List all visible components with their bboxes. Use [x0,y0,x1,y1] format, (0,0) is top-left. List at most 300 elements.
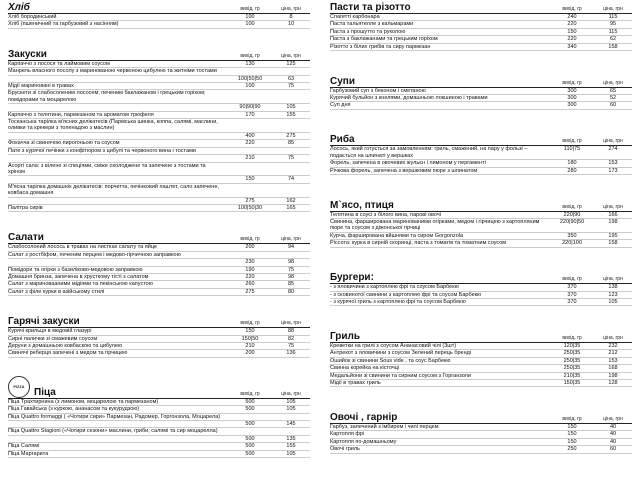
item-name: - з курячої гриль з картоплею фрі та соусом Барбекю [330,298,466,305]
item-weight [228,148,272,154]
item-price: 128 [608,379,618,386]
menu-item-row [8,140,310,147]
item-weight: 275 [245,197,255,204]
item-price: 212 [608,350,618,357]
section-title [330,2,550,13]
item-name: Асорті сала: з вілене зі спеціями, свіже охолоджене та запечене з тостами та хріном [8,162,206,175]
menu-item-row [8,184,310,198]
section-title-text: Риба [330,134,355,146]
item-name: Курячі крильця в медовій глазурі [8,328,92,335]
item-price [272,163,310,176]
section-title [8,232,228,243]
item-price: 85 [287,281,295,288]
item-name: Телятина в соусі з білого вина, парові овочі [330,211,441,218]
item-name [8,104,228,110]
menu-item-row [330,424,632,431]
item-price: 166 [608,211,618,218]
menu-item-row [8,328,310,335]
item-price: 98 [287,259,295,266]
menu-section [8,230,310,296]
item-name: Карпаччо з телятини, пармезаном та ароматом трюфеля [8,111,154,118]
menu-item-row [330,21,632,28]
item-name: Медальйони зі свинини та сирним соусом з Горганзоли [330,372,471,379]
item-name: Картопля по-домашньому [330,438,397,445]
item-price: 155 [286,111,296,118]
item-name: - з яловичини з картоплею фрі та соусом Барбекю [330,284,459,291]
menu-item-row [330,219,632,233]
item-price: 125 [286,60,296,67]
item-weight: 210 [245,343,255,349]
item-weight: 100 [245,14,255,20]
price-column-header: ціна, грн [603,6,623,12]
item-price: 165 [286,204,296,211]
section-header [8,0,310,14]
item-weight: 150 [245,176,255,183]
item-weight: 400 [245,132,255,139]
menu-item-row [8,104,310,111]
item-price: 232 [608,342,618,349]
item-weight: 300 [567,95,577,101]
item-name [8,198,228,204]
menu-item-row [8,259,310,266]
menu-item-row [8,350,310,357]
menu-section [8,314,310,358]
section-header [330,74,632,88]
item-name: Креветки на грилі з соусом Ананасовий чілі (3шт) [330,342,457,349]
section-title [8,376,228,398]
menu-item-row [330,284,632,291]
menu-item-row [8,267,310,274]
item-weight: 150 [567,423,577,430]
menu-item-row [8,414,310,421]
item-weight: 250 [567,446,577,453]
section-title [330,200,550,211]
item-weight: 200 [245,350,255,357]
item-name: Спагетті карбонара [330,14,380,20]
weight-column-header: вихід, гр [562,79,582,86]
weight-column-header: вихід, гр [562,138,582,145]
menu-item-row [8,76,310,83]
item-name: Мідії в травах гриль [330,379,381,386]
item-name: Манрель власного посолу з маринованою червоною цибулею та житніми тостами [8,68,217,75]
left-column [8,0,310,476]
item-name: Річкова форель, запечена з вершковим пюре з шпинатом [330,167,478,174]
menu-item-row [330,160,632,167]
menu-section [330,132,632,175]
item-name: Фокачча зі свинячою пирогоньою та соусом [8,140,120,147]
weight-column-header: вихід, гр [562,334,582,341]
item-weight: 250|35 [563,357,581,364]
item-name: Тосканська тарілка м'ясних делікатесів (Пармська шинка, коппа, салямі, маслини, оливки та крекери з топенадою з маслин) [8,119,218,132]
item-weight: 240 [567,14,577,20]
item-weight: 260 [245,281,255,288]
item-weight: 150 [567,431,577,438]
item-name: Карпаччо з лосося та лаймовим соусом [8,60,110,67]
item-price: 155 [286,443,296,450]
item-name: Піца Салямі [8,443,40,450]
menu-section [330,74,632,110]
item-price [272,148,310,154]
menu-item-row [8,428,310,435]
item-name: Форель, запечена в овочевих жульєн і лимоном у пергаменті [330,160,486,167]
item-weight: 210 [245,155,255,162]
item-price: 158 [608,43,618,50]
menu-section [8,376,310,458]
menu-item-row [8,281,310,288]
weight-column-header: вихід, гр [562,203,582,210]
menu-item-row [8,21,310,28]
item-weight: 220|90 [563,211,581,218]
item-price: 98 [287,273,295,280]
item-weight [228,414,272,420]
section-header [330,198,632,212]
menu-item-row [8,205,310,212]
item-weight: 220 [245,140,255,147]
item-name: Гарбуз, запечений з імбирем і чилі перцем [330,423,439,430]
menu-item-row [330,380,632,387]
item-weight: 500 [245,421,255,428]
menu-item-row [8,451,310,458]
menu-item-row [8,119,310,133]
section-header [330,270,632,284]
item-price: 40 [609,438,617,445]
section-header [8,314,310,328]
menu-item-row [8,148,310,155]
right-column [330,0,632,476]
item-price: 198 [608,372,618,379]
item-weight: 150|35 [563,379,581,386]
menu-section [330,410,632,454]
item-name: Ошийок зі свинини Sous vide , та соус Барбекю [330,357,451,364]
menu-item-row [330,29,632,36]
item-weight: 100 [245,21,255,28]
item-weight: 370 [567,298,577,305]
item-name: Пате з курячої печінки з конфітюром з цибулі та червоного вина і тостами [8,147,196,154]
item-name: Піца Quattro formaggi ( «Чотири сири» Пармезан, Радомер, Горгонзола, Моцарела) [8,413,221,420]
menu-item-row [330,446,632,453]
item-weight: 150 [567,438,577,445]
item-name: Картопля фрі [330,431,365,438]
item-name: - з сковинотої свинини з картоплею фрі та соусом Барбекю [330,291,482,298]
item-price [272,90,310,103]
item-price: 138 [608,284,618,291]
menu-item-row [330,212,632,219]
item-price: 173 [608,167,618,174]
item-weight: 300 [567,102,577,109]
item-price: 135 [286,435,296,442]
item-price: 105 [286,104,296,111]
item-price: 75 [287,155,295,162]
menu-item-row [8,443,310,450]
item-price [272,68,310,74]
item-weight: 350 [567,232,577,239]
price-column-header: ціна, грн [603,79,623,86]
item-weight [228,119,272,132]
item-weight [228,428,272,434]
item-weight: 170 [245,111,255,118]
item-name: Суп дня [330,102,351,109]
item-name: Свинина, фарширована маринованими огірками, медом і гірчицею з картопляним пюре та соусом з діжонської гірчиці [330,218,540,232]
menu-item-row [8,61,310,68]
menu-item-row [330,431,632,438]
item-name: Курча, фарширована вйшнями та сиром Gorgonzola [330,232,464,239]
menu-item-row [8,244,310,251]
item-price [272,184,310,197]
section-header [8,47,310,61]
section-header [330,132,632,146]
section-header [330,329,632,343]
item-name: Сирні палички зі смажевим соусом [8,335,98,342]
menu-item-row [330,439,632,446]
item-name [8,133,228,139]
menu-item-row [330,88,632,95]
price-column-header: ціна, грн [281,52,301,59]
item-weight: 200 [245,244,255,251]
item-name: Салат з ростбіфом, печеним перцем і медово-гірчичною заправкою [8,251,181,258]
menu-item-row [330,373,632,380]
item-weight: 280 [567,167,577,174]
price-column-header: ціна, грн [281,320,301,327]
item-weight: 190 [245,266,255,273]
item-price: 52 [609,95,617,101]
weight-column-header: вихід, гр [562,6,582,12]
item-name [8,421,228,427]
item-weight: 220|100 [562,240,582,247]
item-name: Піца Трахтирнина (з лимоном, моцарелою та пармезаном) [8,398,159,405]
item-weight: 100|50|30 [237,204,263,211]
item-weight: 150 [245,328,255,335]
item-weight [228,184,272,197]
item-price: 94 [287,244,295,251]
section-title [8,2,228,13]
item-weight: 220 [567,21,577,28]
item-name: Помідори та огірки з базиліково-медовою заправкою [8,266,143,273]
price-column-header: ціна, грн [603,415,623,422]
item-price: 82 [287,335,295,342]
item-price: 153 [608,357,618,364]
item-weight: 100|50|50 [237,75,263,82]
item-name [8,176,228,182]
item-price: 105 [286,398,296,405]
weight-column-header: вихід, гр [240,6,260,12]
item-price: 40 [609,423,617,430]
item-weight: 220 [245,273,255,280]
section-title-text: Бургери: [330,272,374,284]
menu-item-row [8,198,310,205]
item-name [8,76,228,82]
item-name: Свинна корейка на кісточці [330,365,400,372]
menu-section [330,329,632,387]
menu-item-row [8,112,310,119]
item-name: Хліб бородинський [8,14,57,20]
menu-item-row [330,299,632,306]
menu-section [8,47,310,213]
item-name: Салат з філе курки в азійському стилі [8,288,105,295]
section-title-text: Хліб [8,2,30,13]
item-name: Салат з мариновааними мідіями та пекінською капустою [8,281,153,288]
section-title-text: Супи [330,75,355,87]
item-price: 62 [609,36,617,43]
weight-column-header: вихід, гр [240,390,260,397]
item-name: Мідії мариновані в травах [8,83,74,90]
menu-section [330,198,632,248]
item-name: Антрекот з яловичини з соусом Зелений перець бренді [330,350,472,357]
menu-item-row [330,14,632,21]
section-header [330,0,632,14]
item-price: 65 [609,87,617,94]
section-title [330,272,550,283]
item-price: 63 [287,75,295,82]
menu-item-row [8,68,310,75]
item-price: 162 [286,197,296,204]
menu-item-row [330,44,632,51]
menu-item-row [330,365,632,372]
menu-item-row [8,289,310,296]
section-title [330,76,550,87]
item-name: Палітра сирів [8,204,43,211]
item-weight: 100 [245,83,255,90]
item-price: 195 [608,232,618,239]
item-price: 136 [286,350,296,357]
item-price [272,428,310,434]
item-weight: 150 [567,28,577,35]
item-weight: 90|90|90 [239,104,261,111]
item-price: 80 [287,288,295,295]
section-header [8,230,310,244]
item-name: Паста з прошутто та руколою [330,28,406,35]
item-weight: 500 [245,450,255,457]
section-title [330,412,550,423]
item-price [272,414,310,420]
section-title-text: Гарячі закуски [8,316,80,328]
item-weight [228,90,272,103]
item-price: 123 [608,291,618,298]
menu-item-row [8,252,310,259]
item-weight: 220|90|50 [559,218,585,225]
item-price: 40 [609,431,617,438]
item-price: 105 [608,298,618,305]
menu-item-row [8,336,310,343]
section-title-text: Закуски [8,48,47,60]
item-weight: 230 [245,259,255,266]
item-price [272,119,310,132]
item-name: Курячий бульйон з кнелями, домашньою локшиною і травами [330,95,488,101]
menu-item-row [330,146,632,160]
price-column-header: ціна, грн [603,276,623,283]
item-name: Овочі гриль [330,446,360,453]
menu-item-row [330,240,632,247]
weight-column-header: вихід, гр [562,415,582,422]
menu-section [8,0,310,29]
item-weight: 250|35 [563,365,581,372]
item-weight: 370 [567,291,577,298]
item-price: 74 [287,176,295,183]
item-price: 75 [287,343,295,349]
section-title-text: Гриль [330,330,361,342]
item-price: 158 [608,240,618,247]
item-name: Піца Quattro Stagioni («Чотири сезони» маслини, гриби, салямі та сир моцарелла) [8,428,218,435]
item-name: Слабосолоний лосось в травах на листках салату та яйце [8,244,157,251]
menu-section [330,0,632,51]
item-price: 75 [287,266,295,273]
item-price: 115 [608,28,618,35]
item-name: Різотто з білих грибів та сиру пармезан [330,43,431,50]
section-header [330,410,632,424]
section-title-text: Пасти та різотто [330,2,411,13]
menu-item-row [8,163,310,177]
item-weight: 110|75 [563,146,581,153]
weight-column-header: вихід, гр [240,52,260,59]
item-weight: 130 [245,60,255,67]
item-price: 85 [287,140,295,147]
menu-item-row [330,95,632,102]
menu-item-row [8,176,310,183]
item-name: Гарбузовий суп з беконом і сметаною [330,87,426,94]
item-name: Піца Маргарита [8,450,49,457]
price-column-header: ціна, грн [281,236,301,243]
item-name: Піца Гавайська (з куркою, ананасом та кукурудзою) [8,406,140,413]
price-column-header: ціна, грн [281,6,301,12]
menu-section [330,270,632,306]
item-price: 275 [286,132,296,139]
menu-item-row [330,168,632,175]
item-name: Лосось, який готується за замовленням: гриль, смажений, на пару у фользі – подається на шпинаті у вершках [330,146,528,159]
item-price: 10 [287,21,295,28]
item-price: 60 [609,446,617,453]
menu-item-row [8,155,310,162]
item-weight: 250|35 [563,350,581,357]
item-weight: 210|35 [563,372,581,379]
item-weight: 180 [567,160,577,167]
menu-item-row [330,102,632,109]
section-title-text: М`ясо, птиця [330,199,394,211]
section-header [8,376,310,399]
item-price: 95 [609,21,617,28]
item-weight: 300 [567,87,577,94]
price-column-header: ціна, грн [603,334,623,341]
section-title-text: Салати [8,232,44,244]
item-name [8,155,228,161]
menu-item-row [330,36,632,43]
item-price: 198 [608,218,618,225]
weight-column-header: вихід, гр [562,276,582,283]
item-weight: 500 [245,398,255,405]
item-name: Деруни з домашньою ковбаскою та цибулею [8,343,123,349]
menu-item-row [8,343,310,350]
section-title [330,331,550,342]
menu-item-row [8,274,310,281]
menu-item-row [8,133,310,140]
item-name [8,436,228,442]
item-weight: 500 [245,435,255,442]
section-title-text: Овочі , гарнір [330,411,398,423]
menu-item-row [8,83,310,90]
pizza-logo-icon: PIZZA [8,376,30,398]
section-title [330,134,550,145]
item-name: Паста тальятелле з кальмарами [330,21,414,28]
item-weight: 275 [245,288,255,295]
item-price: 168 [608,365,618,372]
price-column-header: ціна, грн [281,390,301,397]
section-title [8,316,228,327]
item-price [272,252,310,258]
item-weight: 120|35 [563,342,581,349]
item-name: Домашня бринза, запечена в хрусткому тісті з салатом [8,273,149,280]
menu-item-row [8,421,310,428]
item-weight [228,68,272,74]
item-weight: 370 [567,284,577,291]
section-title [8,49,228,60]
